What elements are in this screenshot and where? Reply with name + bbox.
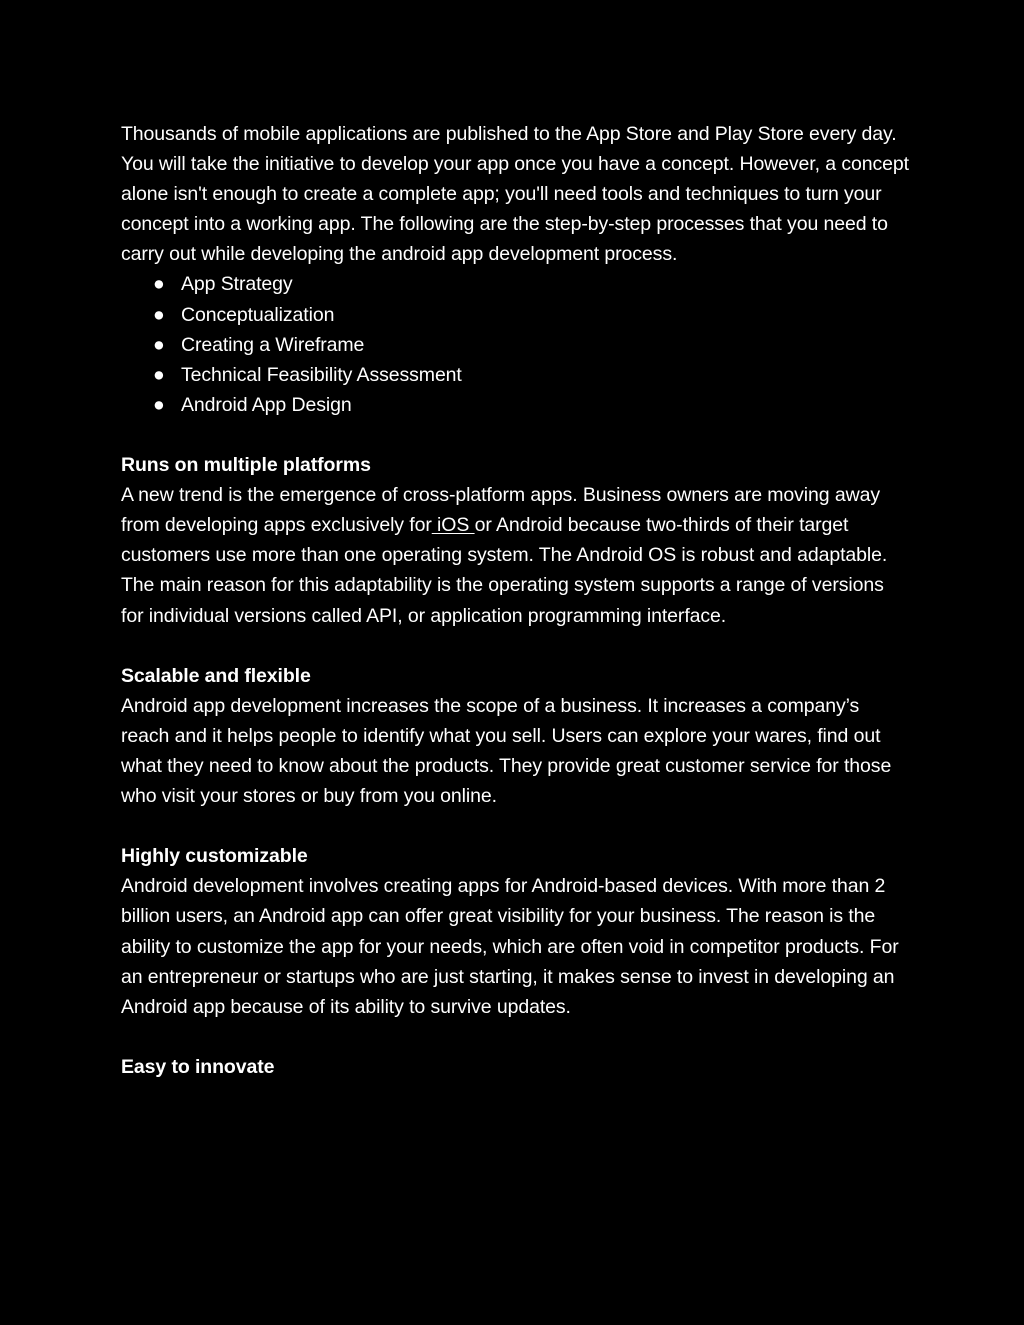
list-item (121, 300, 911, 330)
paragraph-text: A new trend is the emergence of cross-platform apps. Business owners are moving away from developing apps exclusively for (121, 484, 880, 537)
paragraph-multiple-platforms (121, 480, 911, 630)
heading-easy-to-innovate: Easy to innovate (121, 1055, 275, 1078)
document-page (121, 119, 911, 1082)
list-item-label: Technical Feasibility Assessment (181, 363, 462, 386)
list-item (121, 269, 911, 299)
spacer (121, 1022, 911, 1052)
bullet-icon: ● (153, 333, 165, 356)
list-item (121, 330, 911, 360)
paragraph-text: or Android because two-thirds of their target customers use more than one operating system. The Android OS is robust and adaptable. The main reason for this adaptability is the operating system supports a range of versions for individual versions called API, or application programming interface. (121, 514, 888, 627)
list-item-label: Conceptualization (181, 303, 335, 326)
spacer (121, 631, 911, 661)
bullet-icon: ● (153, 363, 165, 386)
list-item-label: Creating a Wireframe (181, 333, 365, 356)
list-item-label: App Strategy (181, 273, 293, 296)
ios-link[interactable]: iOS (431, 514, 475, 537)
steps-list (121, 269, 911, 419)
list-item (121, 390, 911, 420)
intro-paragraph: Thousands of mobile applications are published to the App Store and Play Store every day. You will take the initiative to develop your app once you have a concept. However, a concept alone isn't enough to create a complete app; you'll need tools and techniques to turn your concept into a working app. The following are the step-by-step processes that you need to carry out while developing the android app development process. (121, 123, 909, 266)
heading-scalable-flexible: Scalable and flexible (121, 664, 311, 687)
spacer (121, 811, 911, 841)
list-item (121, 360, 911, 390)
paragraph-scalable-flexible: Android app development increases the scope of a business. It increases a company’s reach and it helps people to identify what you sell. Users can explore your wares, find out what they need to know about the products. They provide great customer service for those who visit your stores or buy from you online. (121, 694, 892, 808)
heading-multiple-platforms: Runs on multiple platforms (121, 454, 371, 477)
bullet-icon: ● (153, 393, 165, 416)
bullet-icon: ● (153, 273, 165, 296)
paragraph-highly-customizable: Android development involves creating apps for Android-based devices. With more than 2 billion users, an Android app can offer great visibility for your business. The reason is the ability to customize the app for your needs, which are often void in competitor products. For an entrepreneur or startups who are just starting, it makes sense to invest in developing an Android app because of its ability to survive updates. (121, 875, 899, 1018)
bullet-icon: ● (153, 303, 165, 326)
spacer (121, 420, 911, 450)
list-item-label: Android App Design (181, 393, 352, 416)
heading-highly-customizable: Highly customizable (121, 845, 308, 868)
